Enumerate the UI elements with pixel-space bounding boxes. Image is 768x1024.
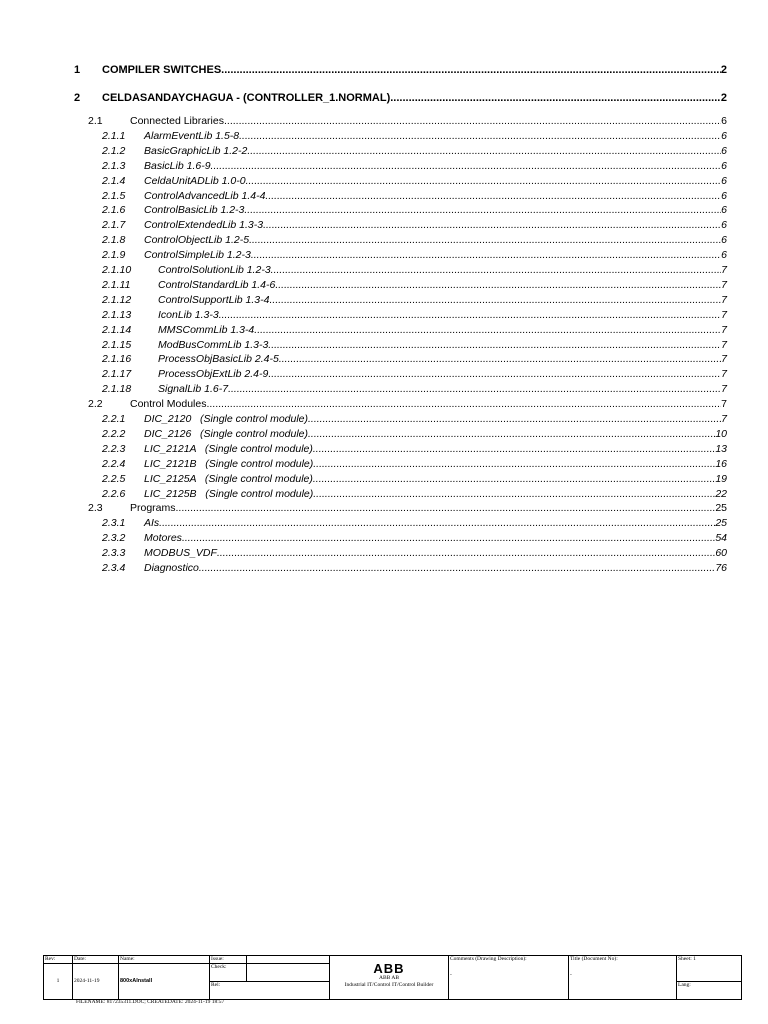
toc-entry-number: 2 [74, 92, 81, 104]
toc-entry-number: 2.2.4 [102, 457, 126, 470]
comments-label: Comments (Drawing Description): [450, 956, 527, 962]
toc-dot-leader [251, 248, 721, 262]
toc-dot-leader [313, 442, 715, 456]
toc-entry-page: 2 [720, 92, 727, 104]
toc-dot-leader [221, 63, 721, 77]
toc-entry[interactable] [102, 233, 727, 247]
toc-entry-number: 2.3 [88, 502, 103, 515]
toc-entry-title: MMSCommLib 1.3-4 [158, 323, 255, 336]
toc-entry-page: 7 [721, 338, 727, 351]
toc-entry[interactable] [102, 129, 727, 143]
toc-entry-page: 6 [721, 204, 727, 217]
toc-entry-page: 60 [715, 547, 727, 560]
toc-dot-leader [211, 159, 722, 173]
toc-entry-page: 6 [721, 115, 727, 127]
abb-logo: ABB [373, 961, 405, 976]
toc-entry-page: 13 [715, 442, 727, 455]
toc-entry-number: 2.1.12 [102, 293, 132, 306]
doc-title-cell [569, 956, 677, 1000]
toc-entry-title: COMPILER SWITCHES [102, 64, 222, 76]
toc-entry-page: 6 [721, 129, 727, 142]
toc-entry-page: 54 [715, 532, 727, 545]
toc-entry-number: 2.1.5 [102, 189, 126, 202]
toc-entry-title: DIC_2126 (Single control module) [144, 427, 309, 440]
toc-entry-title: LIC_2125A (Single control module) [144, 472, 313, 485]
toc-dot-leader [244, 203, 721, 217]
toc-entry-number: 2.1.11 [102, 278, 131, 291]
toc-entry[interactable] [102, 189, 727, 203]
name-value: 800xAInstall [119, 964, 210, 1000]
sheet-label: Sheet: 1 [678, 956, 696, 962]
toc-entry[interactable] [102, 457, 727, 471]
toc-dot-leader [254, 323, 721, 337]
toc-entry-number: 2.1.17 [102, 368, 132, 381]
date-label: Date: [73, 956, 119, 964]
toc-dot-leader [308, 412, 721, 426]
rev-label: Rev: [44, 956, 73, 964]
toc-entry-number: 2.1.15 [102, 338, 132, 351]
toc-dot-leader [275, 278, 721, 292]
toc-entry-number: 2.1 [88, 115, 103, 127]
toc-entry[interactable] [102, 203, 727, 217]
toc-entry-page: 6 [721, 159, 727, 172]
toc-entry-title: Motores [144, 532, 182, 545]
toc-entry[interactable] [102, 367, 727, 381]
toc-entry[interactable] [102, 323, 727, 337]
toc-entry[interactable] [102, 546, 727, 560]
toc-entry[interactable] [88, 114, 727, 128]
toc-entry-page: 25 [715, 517, 727, 530]
toc-entry-title: ControlExtendedLib 1.3-3 [144, 219, 264, 232]
issue-label: Issue: [210, 956, 247, 964]
toc-entry[interactable] [102, 487, 727, 501]
toc-entry-number: 2.1.6 [102, 204, 126, 217]
toc-entry-title: BasicGraphicLib 1.2-2 [144, 144, 248, 157]
toc-entry-number: 2.1.10 [102, 264, 132, 276]
toc-entry-number: 2.1.4 [102, 174, 126, 187]
toc-dot-leader [182, 531, 715, 545]
toc-entry[interactable] [102, 159, 727, 173]
comments-value: - [450, 972, 452, 978]
toc-dot-leader [228, 382, 721, 396]
toc-entry-number: 2.2.5 [102, 472, 126, 485]
toc-entry-title: ControlObjectLib 1.2-5 [144, 234, 250, 247]
toc-dot-leader [206, 397, 721, 411]
toc-dot-leader [271, 263, 722, 277]
toc-entry-page: 6 [721, 174, 727, 187]
toc-entry-title: Control Modules [130, 398, 207, 411]
toc-entry-title: ControlAdvancedLib 1.4-4 [144, 189, 266, 202]
toc-entry-number: 2.3.2 [102, 532, 126, 545]
check-label: Check: [210, 964, 247, 982]
toc-entry-title: AlarmEventLib 1.5-8 [144, 129, 240, 142]
toc-dot-leader [308, 427, 715, 441]
toc-entry-title: MODBUS_VDF [144, 547, 217, 560]
rev-value: 1 [44, 964, 73, 1000]
toc-entry-title: BasicLib 1.6-9 [144, 159, 211, 172]
toc-entry-number: 2.1.3 [102, 159, 126, 172]
toc-entry-title: Diagnostico [144, 562, 199, 574]
toc-entry[interactable] [102, 472, 727, 486]
toc-entry-number: 2.1.13 [102, 308, 132, 321]
toc-entry-number: 2.1.9 [102, 249, 126, 262]
toc-entry-page: 10 [715, 427, 727, 440]
toc-entry-number: 2.1.8 [102, 234, 126, 247]
toc-dot-leader [270, 293, 722, 307]
toc-entry[interactable] [102, 352, 727, 366]
toc-entry[interactable] [102, 174, 727, 188]
sheet-cell [677, 956, 742, 982]
toc-entry[interactable] [102, 531, 727, 545]
toc-entry-title: LIC_2121A (Single control module) [144, 442, 313, 455]
toc-entry-title: AIs [144, 517, 160, 530]
toc-entry-title: DIC_2120 (Single control module) [144, 413, 309, 425]
toc-entry[interactable] [102, 308, 727, 322]
toc-dot-leader [239, 129, 721, 143]
toc-entry[interactable] [102, 248, 727, 262]
toc-dot-leader [219, 308, 721, 322]
toc-dot-leader [199, 561, 715, 575]
toc-entry-page: 6 [721, 249, 727, 262]
toc-entry-page: 7 [721, 323, 727, 336]
toc-dot-leader [313, 472, 715, 486]
toc-entry[interactable] [74, 91, 727, 105]
toc-entry-page: 7 [721, 353, 727, 366]
toc-entry-title: ProcessObjBasicLib 2.4-5 [158, 353, 279, 366]
toc-dot-leader [217, 546, 715, 560]
toc-entry[interactable] [102, 412, 727, 426]
toc-entry-page: 7 [721, 413, 727, 425]
toc-entry[interactable] [102, 516, 727, 530]
toc-entry-title: ControlSimpleLib 1.2-3 [144, 249, 251, 262]
doc-title-value: - [570, 972, 572, 978]
toc-entry-title: LIC_2125B (Single control module) [144, 487, 314, 500]
name-label: Name: [119, 956, 210, 964]
comments-cell [449, 956, 569, 1000]
toc-entry[interactable] [74, 63, 727, 77]
company-cell [330, 956, 449, 1000]
toc-entry[interactable] [102, 442, 727, 456]
toc-entry-number: 2.1.14 [102, 323, 132, 336]
toc-entry-page: 25 [715, 502, 727, 515]
toc-entry-page: 7 [721, 383, 727, 396]
lang-label: Lang: [678, 982, 691, 988]
toc-entry-page: 2 [720, 64, 727, 76]
toc-entry-title: Programs [130, 502, 176, 515]
toc-entry-title: ControlSupportLib 1.3-4 [158, 293, 270, 306]
toc-entry-page: 7 [721, 264, 727, 276]
toc-dot-leader [279, 352, 721, 366]
toc-entry[interactable] [88, 397, 727, 411]
toc-entry-page: 7 [721, 308, 727, 321]
toc-entry-number: 2.2.2 [102, 427, 126, 440]
toc-dot-leader [313, 457, 715, 471]
toc-entry[interactable] [88, 501, 727, 515]
toc-entry-number: 2.2.6 [102, 487, 126, 500]
toc-entry-page: 6 [721, 144, 727, 157]
toc-dot-leader [263, 218, 721, 232]
toc-entry-title: ControlStandardLib 1.4-6 [158, 278, 276, 291]
toc-dot-leader [390, 91, 721, 105]
toc-entry[interactable] [102, 144, 727, 158]
toc-entry-page: 7 [721, 368, 727, 381]
toc-entry-title: CELDASANDAYCHAGUA - (CONTROLLER_1.NORMAL) [102, 92, 391, 104]
toc-entry-number: 2.1.16 [102, 353, 132, 366]
toc-entry-page: 6 [721, 219, 727, 232]
title-block [43, 955, 741, 1000]
toc-entry-number: 2.1.18 [102, 383, 132, 396]
toc-dot-leader [268, 338, 721, 352]
doc-title-label: Title (Document No): [570, 956, 618, 962]
toc-entry-number: 2.3.1 [102, 517, 126, 530]
toc-entry-number: 1 [74, 64, 81, 76]
toc-dot-leader [313, 487, 715, 501]
toc-entry-title: ControlBasicLib 1.2-3 [144, 204, 245, 217]
division-name: Industrial IT/Control IT/Control Builder [344, 982, 434, 988]
toc-dot-leader [268, 367, 721, 381]
toc-entry-page: 6 [721, 189, 727, 202]
toc-dot-leader [247, 144, 721, 158]
toc-entry-title: IconLib 1.3-3 [158, 308, 219, 321]
check-value [247, 964, 330, 982]
toc-entry[interactable] [102, 263, 727, 277]
toc-entry-number: 2.1.7 [102, 219, 126, 232]
toc-entry-number: 2.3.3 [102, 547, 126, 560]
filename-footer: FILENAME: 817235311.DOC; CREATEDATE: 2024-11-19 18:57 [76, 999, 225, 1005]
toc-entry-number: 2.1.1 [102, 129, 126, 142]
toc-entry-page: 19 [715, 472, 727, 485]
company-name: ABB AB [378, 975, 400, 981]
toc-entry[interactable] [102, 427, 727, 441]
toc-entry[interactable] [102, 382, 727, 396]
toc-entry-page: 6 [721, 234, 727, 247]
lang-cell [677, 982, 742, 1000]
toc-entry[interactable] [102, 218, 727, 232]
toc-entry-page: 22 [715, 487, 727, 500]
toc-entry[interactable] [102, 278, 727, 292]
toc-entry-number: 2.3.4 [102, 562, 126, 574]
toc-entry-title: ProcessObjExtLib 2.4-9 [158, 368, 269, 381]
toc-entry-title: LIC_2121B (Single control module) [144, 457, 314, 470]
toc-entry-number: 2.2.3 [102, 442, 126, 455]
toc-dot-leader [265, 189, 721, 203]
toc-dot-leader [176, 501, 716, 515]
toc-entry-page: 7 [721, 278, 727, 291]
toc-entry-title: Connected Libraries [130, 115, 224, 127]
toc-entry-page: 7 [721, 293, 727, 306]
toc-entry-title: ControlSolutionLib 1.2-3 [158, 264, 271, 276]
toc-entry[interactable] [102, 338, 727, 352]
issue-value [247, 956, 330, 964]
toc-entry[interactable] [102, 293, 727, 307]
toc-dot-leader [159, 516, 715, 530]
toc-entry[interactable] [102, 561, 727, 575]
toc-dot-leader [224, 114, 721, 128]
toc-entry-title: SignalLib 1.6-7 [158, 383, 229, 396]
toc-entry-number: 2.1.2 [102, 144, 126, 157]
toc-entry-title: CeldaUnitADLib 1.0-0 [144, 174, 246, 187]
toc-entry-number: 2.2.1 [102, 413, 126, 425]
toc-entry-page: 76 [715, 562, 727, 574]
rel-label: Rel: [210, 982, 330, 1000]
toc-entry-page: 16 [715, 457, 727, 470]
toc-entry-number: 2.2 [88, 398, 103, 411]
date-value: 2024-11-19 [73, 964, 119, 1000]
toc-dot-leader [249, 233, 721, 247]
toc-entry-title: ModBusCommLib 1.3-3 [158, 338, 269, 351]
toc-entry-page: 7 [721, 398, 727, 411]
toc-dot-leader [246, 174, 722, 188]
